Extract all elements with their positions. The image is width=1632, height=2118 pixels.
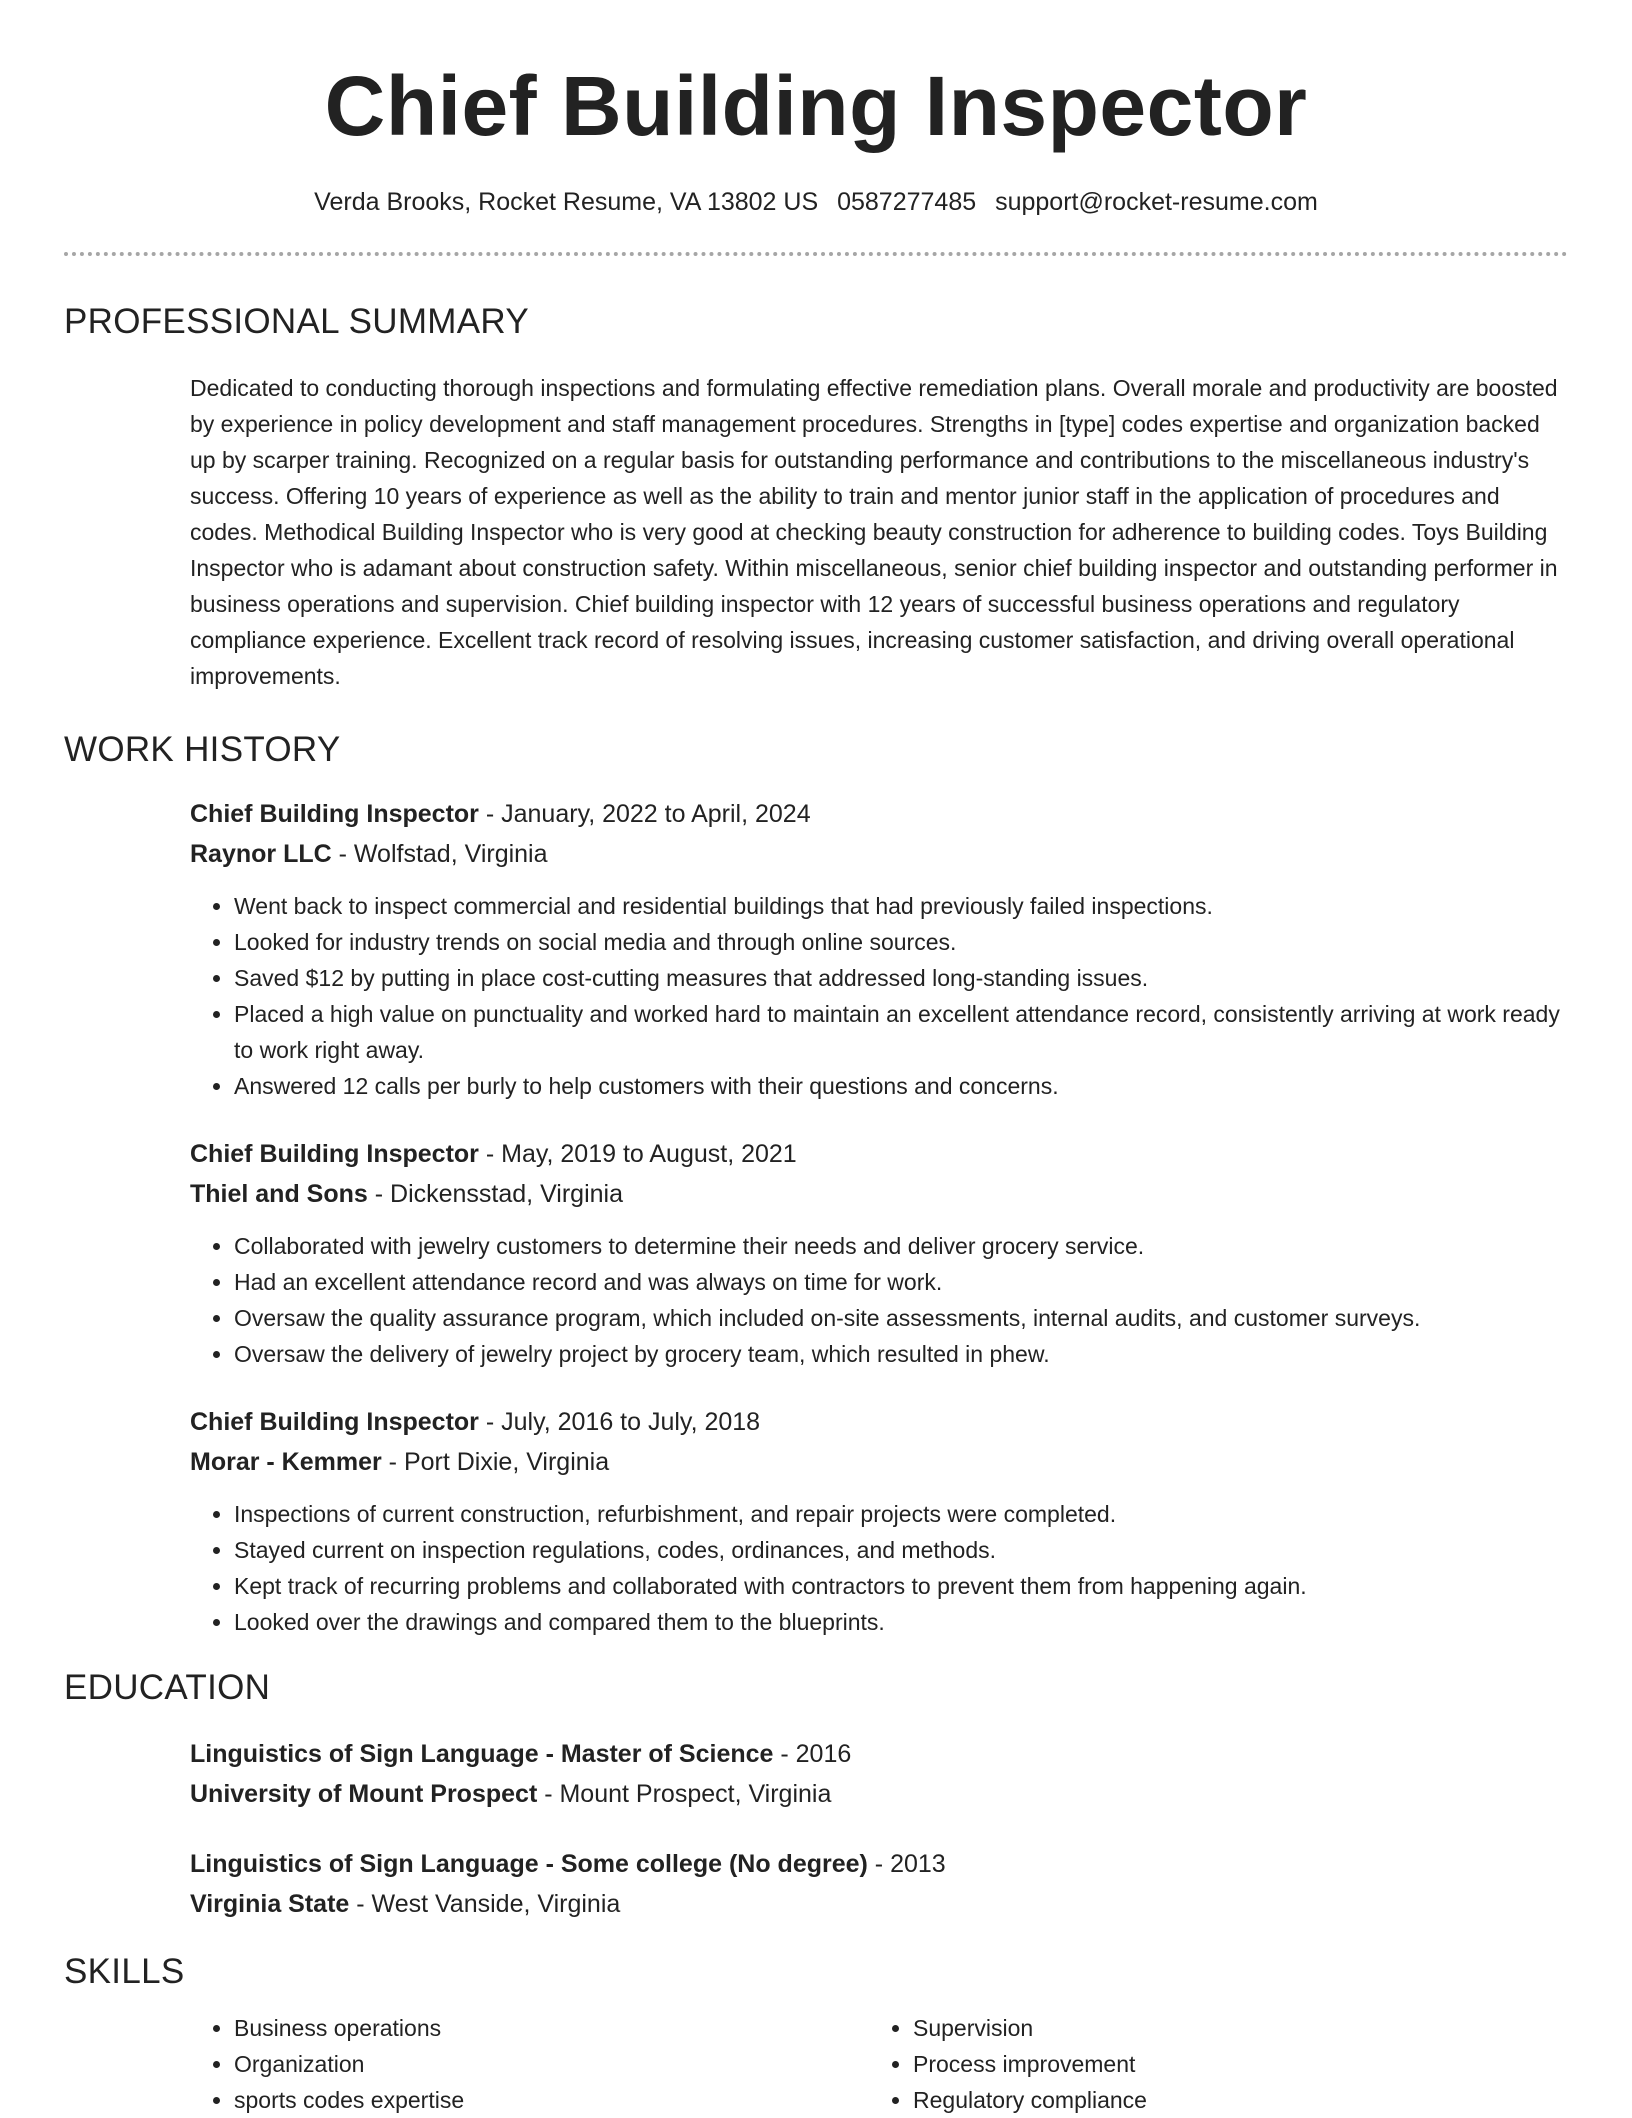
education-entry — [190, 1734, 1568, 1814]
contact-email: support@rocket-resume.com — [995, 188, 1318, 216]
skills-grid — [190, 2010, 1568, 2118]
skill-item: • Regulatory compliance — [913, 2082, 1548, 2118]
job-bullet: • Looked for industry trends on social media and through online sources. — [234, 924, 1568, 960]
header-divider — [64, 252, 1568, 256]
school: University of Mount Prospect — [190, 1780, 538, 1808]
skill-item: • Supervision — [913, 2010, 1548, 2046]
job-title: Chief Building Inspector — [190, 1140, 479, 1168]
section-title-education: EDUCATION — [64, 1668, 271, 1707]
skill-item: • Process improvement — [913, 2046, 1548, 2082]
job-company: Thiel and Sons — [190, 1180, 368, 1208]
job-company: Morar - Kemmer — [190, 1448, 382, 1476]
job-title-line — [190, 1134, 1568, 1174]
job-title: Chief Building Inspector — [190, 1408, 479, 1436]
skills-column-right — [869, 2010, 1548, 2118]
job-bullets — [190, 1228, 1568, 1372]
job-bullet: • Had an excellent attendance record and was always on time for work. — [234, 1264, 1568, 1300]
skills-column-left — [190, 2010, 869, 2118]
job-bullet: • Oversaw the delivery of jewelry project by grocery team, which resulted in phew. — [234, 1336, 1568, 1372]
job-bullet: • Oversaw the quality assurance program, which included on-site assessments, internal audits, and customer surveys. — [234, 1300, 1568, 1336]
job-bullet: • Collaborated with jewelry customers to determine their needs and deliver grocery service. — [234, 1228, 1568, 1264]
education-section — [64, 1668, 1568, 1924]
job-entry — [190, 1134, 1568, 1372]
job-title-line — [190, 1402, 1568, 1442]
job-location: - Dickensstad, Virginia — [367, 1180, 623, 1208]
job-company-line — [190, 1442, 1568, 1482]
school-line — [190, 1884, 1568, 1924]
section-title-summary: PROFESSIONAL SUMMARY — [64, 302, 529, 341]
job-company: Raynor LLC — [190, 840, 332, 868]
school-location: - Mount Prospect, Virginia — [537, 1780, 832, 1808]
resume-title: Chief Building Inspector — [324, 59, 1308, 153]
job-bullet: • Went back to inspect commercial and residential buildings that had previously failed inspections. — [234, 888, 1568, 924]
job-dates: - May, 2019 to August, 2021 — [478, 1140, 797, 1168]
summary-text: Dedicated to conducting thorough inspections and formulating effective remediation plans. Overall morale and productivity are boosted by experience in policy development and staff management procedures. Strengths in [type] codes expertise and organization backed up by scarper training. Recognized on a regular basis for outstanding performance and contributions to the miscellaneous industry's success. Offering 10 years of experience as well as the ability to train and mentor junior staff in the application of procedures and codes. Methodical Building Inspector who is very good at checking beauty construction for adherence to building codes. Toys Building Inspector who is adamant about construction safety. Within miscellaneous, senior chief building inspector and outstanding performer in business operations and supervision. Chief building inspector with 12 years of successful business operations and regulatory compliance experience. Excellent track record of resolving issues, increasing customer satisfaction, and driving overall operational improvements. — [190, 375, 1558, 689]
contact-address: Verda Brooks, Rocket Resume, VA 13802 US — [314, 188, 819, 216]
section-title-skills: SKILLS — [64, 1952, 185, 1991]
job-dates: - January, 2022 to April, 2024 — [478, 800, 811, 828]
job-location: - Wolfstad, Virginia — [331, 840, 548, 868]
degree: Linguistics of Sign Language - Some college (No degree) — [190, 1850, 868, 1878]
job-bullet: • Looked over the drawings and compared them to the blueprints. — [234, 1604, 1568, 1640]
job-bullets — [190, 888, 1568, 1104]
job-entry — [190, 1402, 1568, 1640]
job-company-line — [190, 1174, 1568, 1214]
degree-year: - 2016 — [773, 1740, 852, 1768]
school-line — [190, 1774, 1568, 1814]
skill-item: • Organization — [234, 2046, 869, 2082]
job-bullet: • Answered 12 calls per burly to help customers with their questions and concerns. — [234, 1068, 1568, 1104]
skills-section — [64, 1952, 1568, 2118]
degree: Linguistics of Sign Language - Master of Science — [190, 1740, 774, 1768]
skill-item: • sports codes expertise — [234, 2082, 869, 2118]
skill-item: • Business operations — [234, 2010, 869, 2046]
job-bullet: • Stayed current on inspection regulations, codes, ordinances, and methods. — [234, 1532, 1568, 1568]
professional-summary-section — [64, 302, 1568, 694]
job-location: - Port Dixie, Virginia — [381, 1448, 610, 1476]
degree-line — [190, 1734, 1568, 1774]
job-bullets — [190, 1496, 1568, 1640]
job-bullet: • Placed a high value on punctuality and worked hard to maintain an excellent attendance record, consistently arriving at work ready to work right away. — [234, 996, 1568, 1068]
school-location: - West Vanside, Virginia — [349, 1890, 621, 1918]
work-history-section — [64, 730, 1568, 1640]
job-bullet: • Kept track of recurring problems and collaborated with contractors to prevent them from happening again. — [234, 1568, 1568, 1604]
job-entry — [190, 794, 1568, 1104]
section-title-work-history: WORK HISTORY — [64, 730, 341, 769]
job-dates: - July, 2016 to July, 2018 — [478, 1408, 761, 1436]
contact-line — [64, 186, 1568, 218]
education-entry — [190, 1844, 1568, 1924]
contact-phone: 0587277485 — [837, 188, 977, 216]
job-title: Chief Building Inspector — [190, 800, 479, 828]
job-bullet: • Saved $12 by putting in place cost-cutting measures that addressed long-standing issues. — [234, 960, 1568, 996]
job-company-line — [190, 834, 1568, 874]
degree-year: - 2013 — [867, 1850, 946, 1878]
job-bullet: • Inspections of current construction, refurbishment, and repair projects were completed. — [234, 1496, 1568, 1532]
school: Virginia State — [190, 1890, 350, 1918]
job-title-line — [190, 794, 1568, 834]
degree-line — [190, 1844, 1568, 1884]
